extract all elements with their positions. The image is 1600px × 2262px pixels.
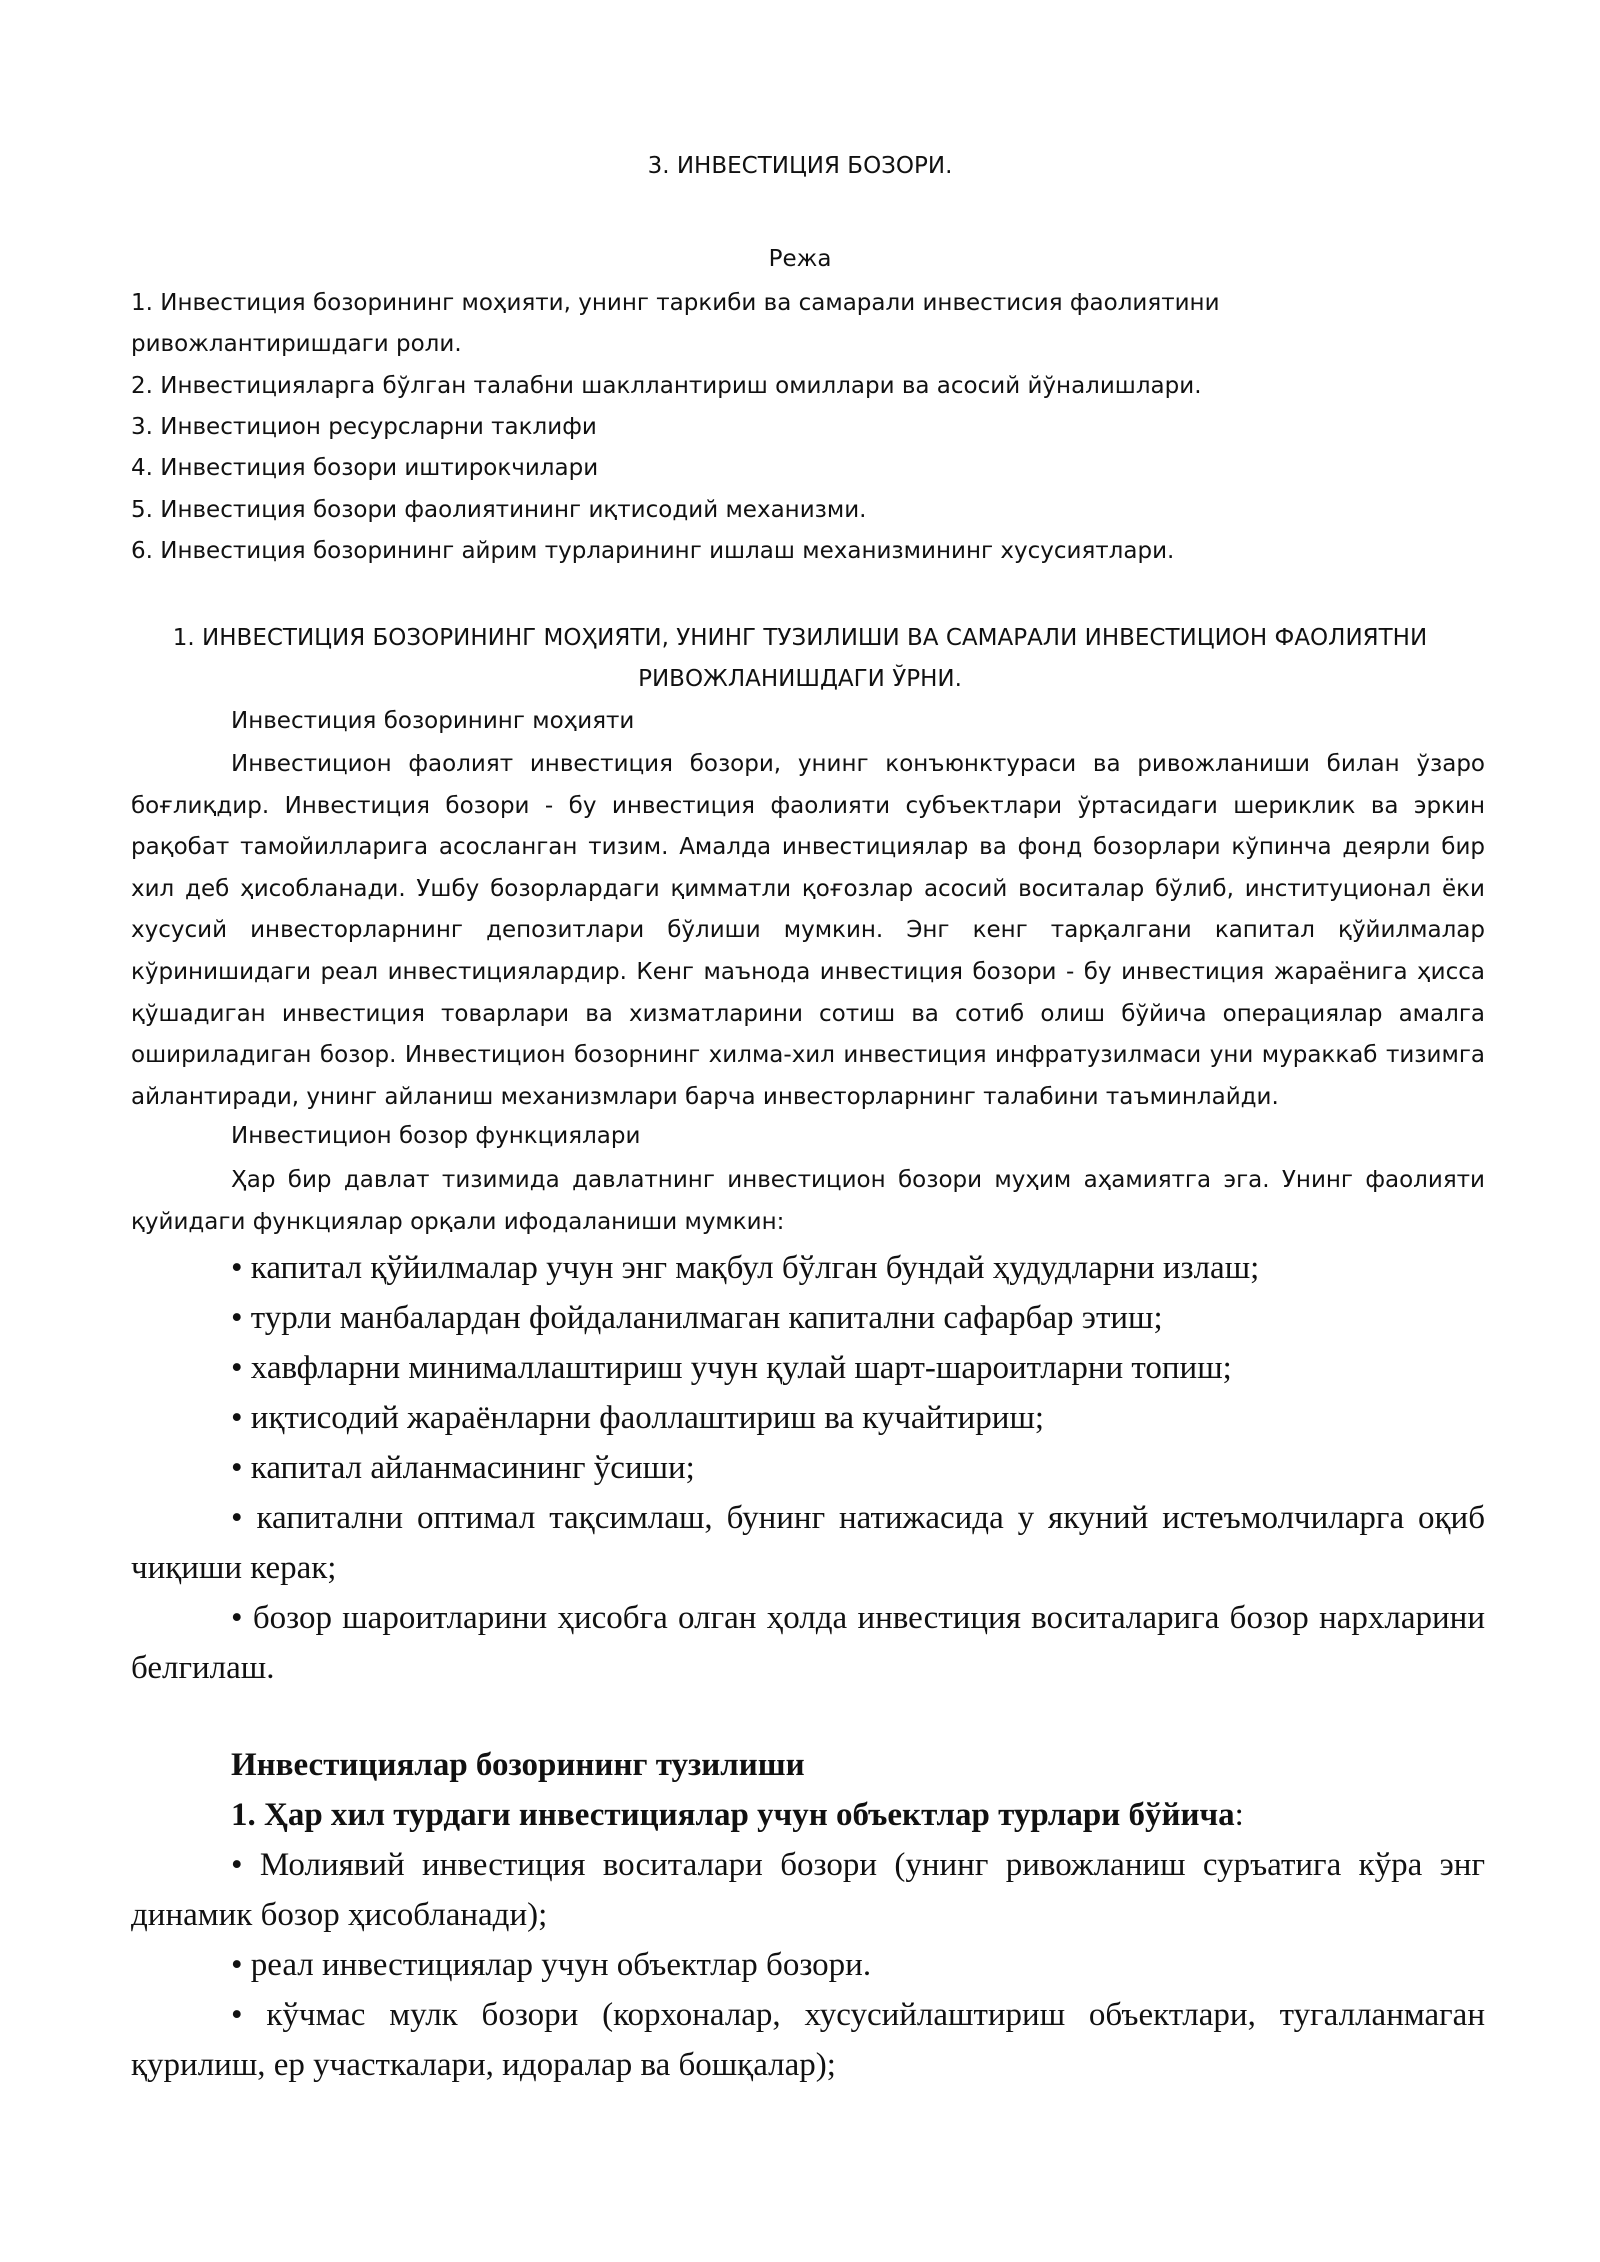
structure-list — [131, 1840, 1485, 2090]
function-item: • бозор шароитларини ҳисобга олган ҳолда инвестиция воситаларига бозор нархларини белгилаш. — [131, 1600, 1485, 1686]
structure-heading: Инвестициялар бозорининг тузилиши — [231, 1747, 805, 1783]
subheading-essence: Инвестиция бозорининг моҳияти — [231, 708, 635, 734]
structure-subheading-colon: : — [1234, 1797, 1244, 1833]
subheading-functions: Инвестицион бозор функциялари — [231, 1123, 641, 1149]
plan-item: 4. Инвестиция бозори иштирокчилари — [131, 455, 599, 481]
function-item: • капитал қўйилмалар учун энг мақбул бўлган бундай ҳудудларни излаш; — [231, 1250, 1260, 1286]
section-heading: 1. ИНВЕСТИЦИЯ БОЗОРИНИНГ МОҲИЯТИ, УНИНГ ТУЗИЛИШИ ВА САМАРАЛИ ИНВЕСТИЦИОН ФАОЛИЯТНИ — [172, 625, 1428, 651]
function-item: • турли манбалардан фойдаланилмаган капитални сафарбар этиш; — [231, 1300, 1163, 1336]
function-item: • капитални оптимал тақсимлаш, бунинг натижасида у якуний истеъмолчиларга оқиб чиқиши керак; — [131, 1500, 1485, 1586]
structure-item: • кўчмас мулк бозори (корхоналар, хусусийлаштириш объектлари, тугалланмаган қурилиш, ер участкалари, идоралар ва бошқалар); — [131, 1997, 1485, 2083]
structure-item: • Молиявий инвестиция воситалари бозори (унинг ривожланиш суръатига кўра энг динамик бозор ҳисобланади); — [131, 1847, 1485, 1933]
plan-heading: Режа — [768, 246, 832, 272]
function-item: • хавфларни минималлаштириш учун қулай шарт-шароитларни топиш; — [231, 1350, 1232, 1386]
functions-list — [131, 1243, 1485, 1693]
section-heading-line2: РИВОЖЛАНИШДАГИ ЎРНИ. — [638, 666, 962, 692]
function-item: • иқтисодий жараёнларни фаоллаштириш ва кучайтириш; — [231, 1400, 1045, 1436]
plan-item: 6. Инвестиция бозорининг айрим турларининг ишлаш механизмининг хусусиятлари. — [131, 538, 1175, 564]
plan-item: 5. Инвестиция бозори фаолиятининг иқтисодий механизми. — [131, 497, 867, 523]
plan-item: 1. Инвестиция бозорининг моҳияти, унинг таркиби ва самарали инвестисия фаолиятини — [131, 290, 1220, 316]
plan-item: 2. Инвестицияларга бўлган талабни шакллантириш омиллари ва асосий йўналишлари. — [131, 373, 1202, 399]
paragraph-functions: Ҳар бир давлат тизимида давлатнинг инвестицион бозори муҳим аҳамиятга эга. Унинг фаолияти қуйидаги функциялар орқали ифодаланиши мумкин: — [131, 1167, 1485, 1235]
plan-item: 3. Инвестицион ресурсларни таклифи — [131, 414, 597, 440]
structure-subheading — [131, 1790, 1485, 1840]
structure-item: • реал инвестициялар учун объектлар бозори. — [231, 1947, 872, 1983]
structure-subheading-text: 1. Ҳар хил турдаги инвестициялар учун объектлар турлари бўйича — [231, 1797, 1235, 1833]
function-item: • капитал айланмасининг ўсиши; — [231, 1450, 695, 1486]
document-title: 3. ИНВЕСТИЦИЯ БОЗОРИ. — [647, 153, 953, 179]
plan-item: ривожлантиришдаги роли. — [131, 331, 462, 357]
paragraph-essence: Инвестицион фаолият инвестиция бозори, унинг конъюнктураси ва ривожланиши билан ўзаро боғлиқдир. Инвестиция бозори - бу инвестиция фаолияти субъектлари ўртасидаги шериклик ва эркин рақобат тамойилларига асосланган тизим. Амалда инвестициялар ва фонд бозорлари кўпинча деярли бир хил деб ҳисобланади. Ушбу бозорлардаги қимматли қоғозлар асосий воситалар бўлиб, институционал ёки хусусий инвесторларнинг депозитлари бўлиши мумкин. Энг кенг тарқалгани капитал қўйилмалар кўринишидаги реал инвестициялардир. Кенг маънода инвестиция бозори - бу инвестиция жараёнига ҳисса қўшадиган инвестиция товарлари ва хизматларини сотиш ва сотиб олиш бўйича операциялар амалга ошириладиган бозор. Инвестицион бозорнинг хилма-хил инвестиция инфратузилмаси уни мураккаб тизимга айлантиради, унинг айланиш механизмлари барча инвесторларнинг талабини таъминлайди. — [131, 751, 1485, 1110]
